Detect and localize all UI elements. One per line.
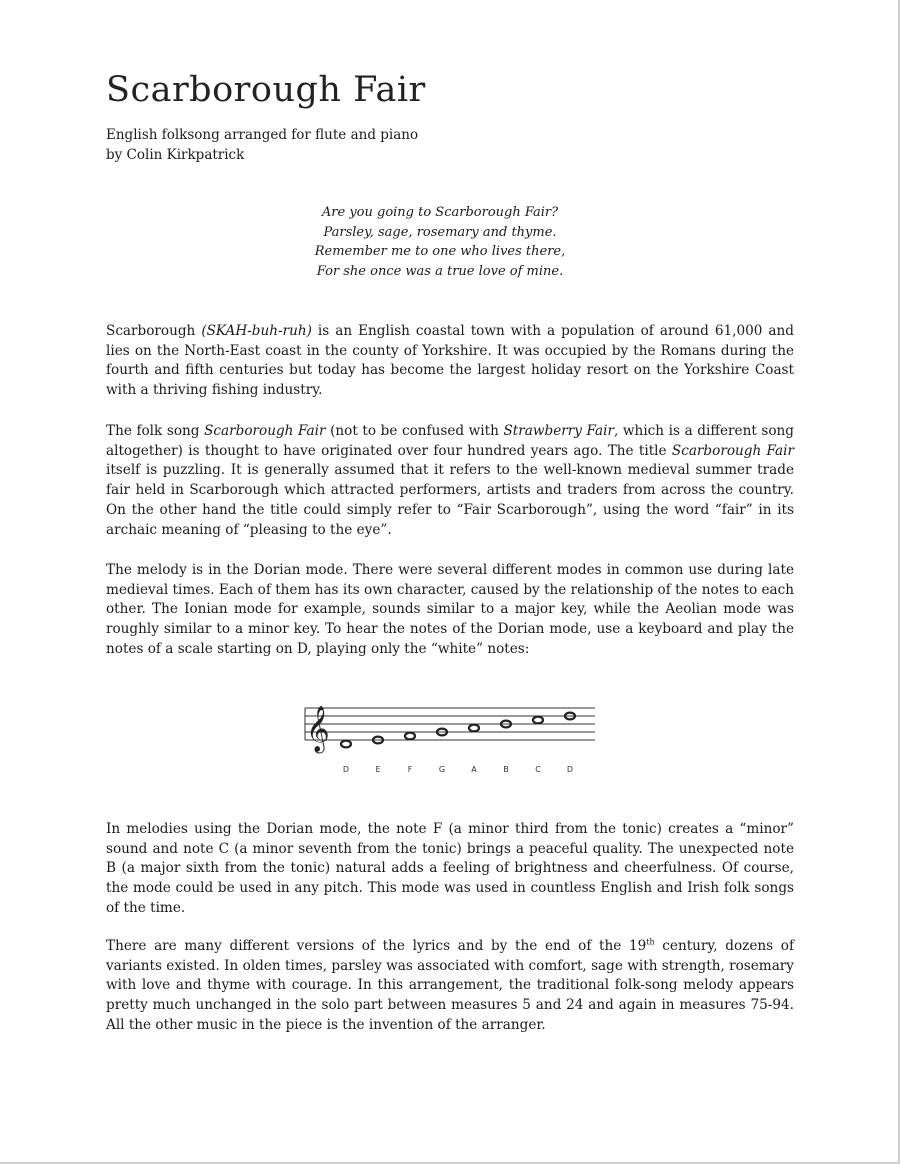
scale-note-label: D bbox=[342, 765, 350, 774]
scale-note-label: C bbox=[535, 765, 541, 774]
poem-line: Are you going to Scarborough Fair? bbox=[321, 205, 559, 220]
poem-line: Remember me to one who lives there, bbox=[314, 244, 566, 259]
poem-line: Parsley, sage, rosemary and thyme. bbox=[323, 224, 557, 240]
scale-note-label: A bbox=[471, 765, 477, 774]
scale-note bbox=[405, 733, 415, 740]
paragraph-folk-song: The folk song Scarborough Fair (not to be confused with Strawberry Fair, which is a different song altogether) is thought to have originated over four hundred years ago. The title Scarborough Fair itself is puzzling. It is generally assumed that it refers to the well-known medieval summer trade fair held in Scarborough which attracted performers, artists and traders from across the country. On the other hand the title could simply refer to “Fair Scarborough”, using the word “fair” in its archaic meaning of “pleasing to the eye”. bbox=[106, 423, 795, 538]
subtitle-author: by Colin Kirkpatrick bbox=[106, 147, 245, 163]
scale-note bbox=[341, 741, 351, 748]
scale-note-label: D bbox=[566, 765, 574, 774]
paragraph-melody-quality: In melodies using the Dorian mode, the note F (a minor third from the tonic) creates a “minor” sound and note C (a minor seventh from the tonic) brings a peaceful quality. The unexpected note B (a major sixth from the tonic) natural adds a feeling of brightness and cheerfulness. Of course, the mode could be used in any pitch. This mode was used in countless English and Irish folk songs of the time. bbox=[106, 821, 794, 916]
scale-note-label: F bbox=[407, 765, 413, 774]
poem-line: For she once was a true love of mine. bbox=[316, 263, 564, 279]
paragraph-lyrics-history: There are many different versions of the lyrics and by the end of the 19th century, dozens of variants existed. In olden times, parsley was associated with comfort, sage with strength, rosemary with love and thyme with courage. In this arrangement, the traditional folk-song melody appears pretty much unchanged in the solo part between measures 5 and 24 and again in measures 75-94. All the other music in the piece is the invention of the arranger. bbox=[106, 937, 794, 1033]
subtitle-arrangement: English folksong arranged for flute and piano bbox=[106, 127, 419, 143]
treble-clef-icon: 𝄞 bbox=[306, 706, 330, 752]
page-title: Scarborough Fair bbox=[106, 70, 426, 110]
music-staff bbox=[300, 700, 600, 784]
scale-note bbox=[469, 725, 479, 732]
scale-note-label: G bbox=[438, 765, 446, 774]
scale-note-label: E bbox=[375, 765, 381, 774]
dorian-scale-figure bbox=[300, 700, 600, 784]
poem-verse bbox=[240, 203, 640, 281]
paragraph-scarborough-town: Scarborough (SKAH-buh-ruh) is an English coastal town with a population of around 61,000 and lies on the North-East coast in the county of Yorkshire. It was occupied by the Romans during the fourth and fifth centuries but today has become the largest holiday resort on the Yorkshire Coast with a thriving fishing industry. bbox=[106, 323, 794, 399]
scale-note bbox=[533, 717, 543, 724]
paragraph-dorian-mode: The melody is in the Dorian mode. There were several different modes in common use during late medieval times. Each of them has its own character, caused by the relationship of the notes to each other. The Ionian mode for example, sounds similar to a major key, while the Aeolian mode was roughly similar to a minor key. To hear the notes of the Dorian mode, use a keyboard and play the notes of a scale starting on D, playing only the “white” notes: bbox=[106, 562, 794, 657]
scale-note-label: B bbox=[503, 765, 509, 774]
